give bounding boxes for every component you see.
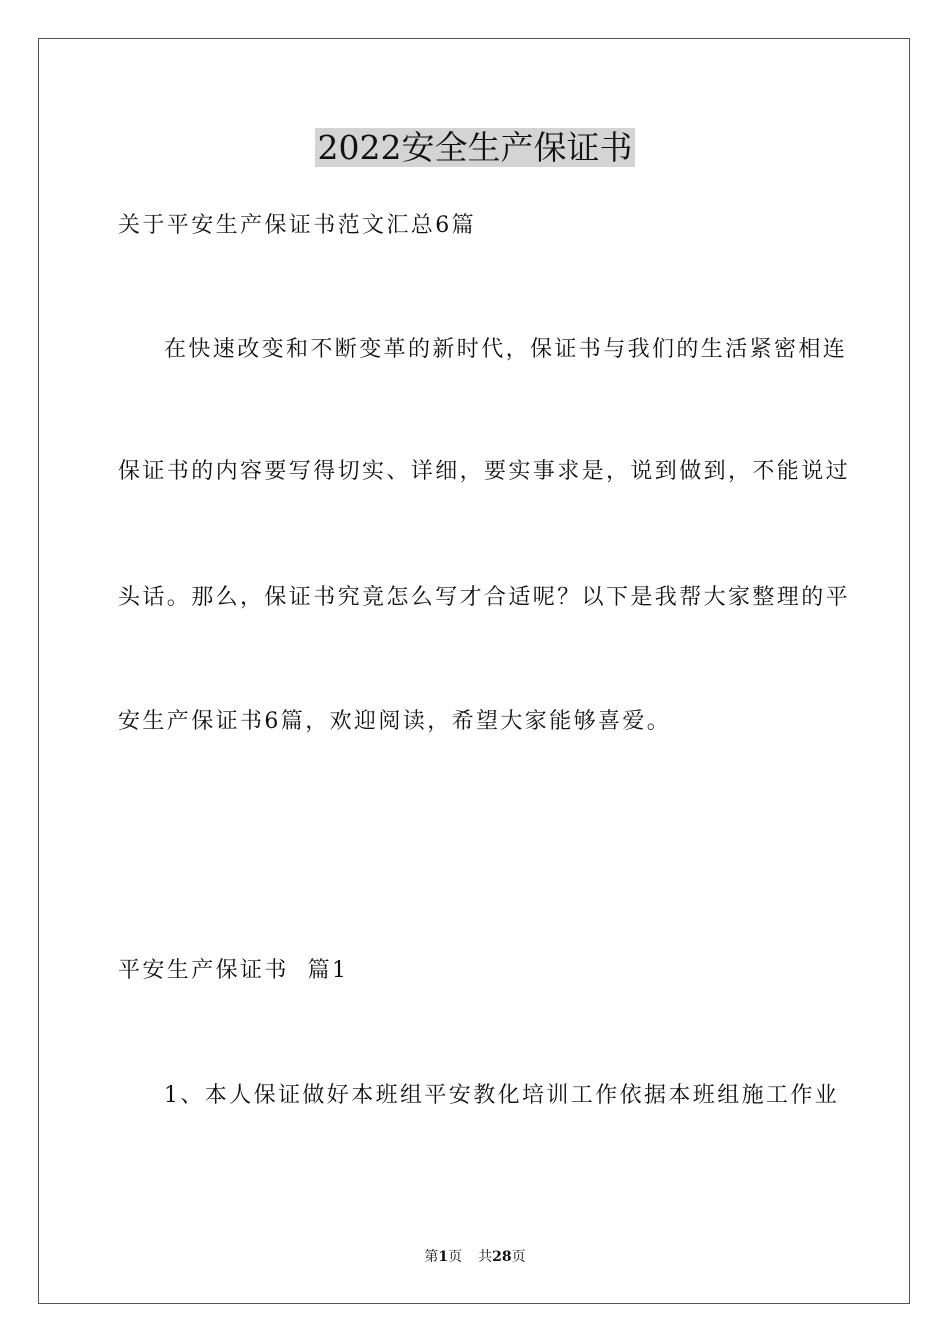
footer-total-suffix: 页 bbox=[511, 1249, 526, 1265]
section-line-1: 1、本人保证做好本班组平安教化培训工作依据本班组施工作业 bbox=[164, 1083, 840, 1108]
title-text: 2022安全生产保证书 bbox=[315, 128, 636, 167]
intro-line-3: 头话。那么，保证书究竟怎么写才合适呢？以下是我帮大家整理的平 bbox=[118, 585, 851, 610]
footer-page-suffix: 页 bbox=[448, 1249, 463, 1265]
footer-total-pages: 28 bbox=[492, 1249, 512, 1265]
intro-line-1: 在快速改变和不断变革的新时代，保证书与我们的生活紧密相连 bbox=[164, 337, 848, 362]
intro-line-2: 保证书的内容要写得切实、详细，要实事求是，说到做到，不能说过 bbox=[118, 459, 851, 484]
document-title bbox=[0, 126, 950, 170]
footer-page-number: 1 bbox=[438, 1249, 449, 1265]
footer-total-prefix: 共 bbox=[478, 1249, 493, 1265]
section-heading: 平安生产保证书 篇1 bbox=[118, 958, 349, 983]
document-subtitle: 关于平安生产保证书范文汇总6篇 bbox=[118, 213, 476, 238]
footer-page-prefix: 第 bbox=[424, 1249, 439, 1265]
page-footer bbox=[0, 1248, 950, 1266]
intro-line-4: 安生产保证书6篇，欢迎阅读，希望大家能够喜爱。 bbox=[118, 709, 672, 734]
